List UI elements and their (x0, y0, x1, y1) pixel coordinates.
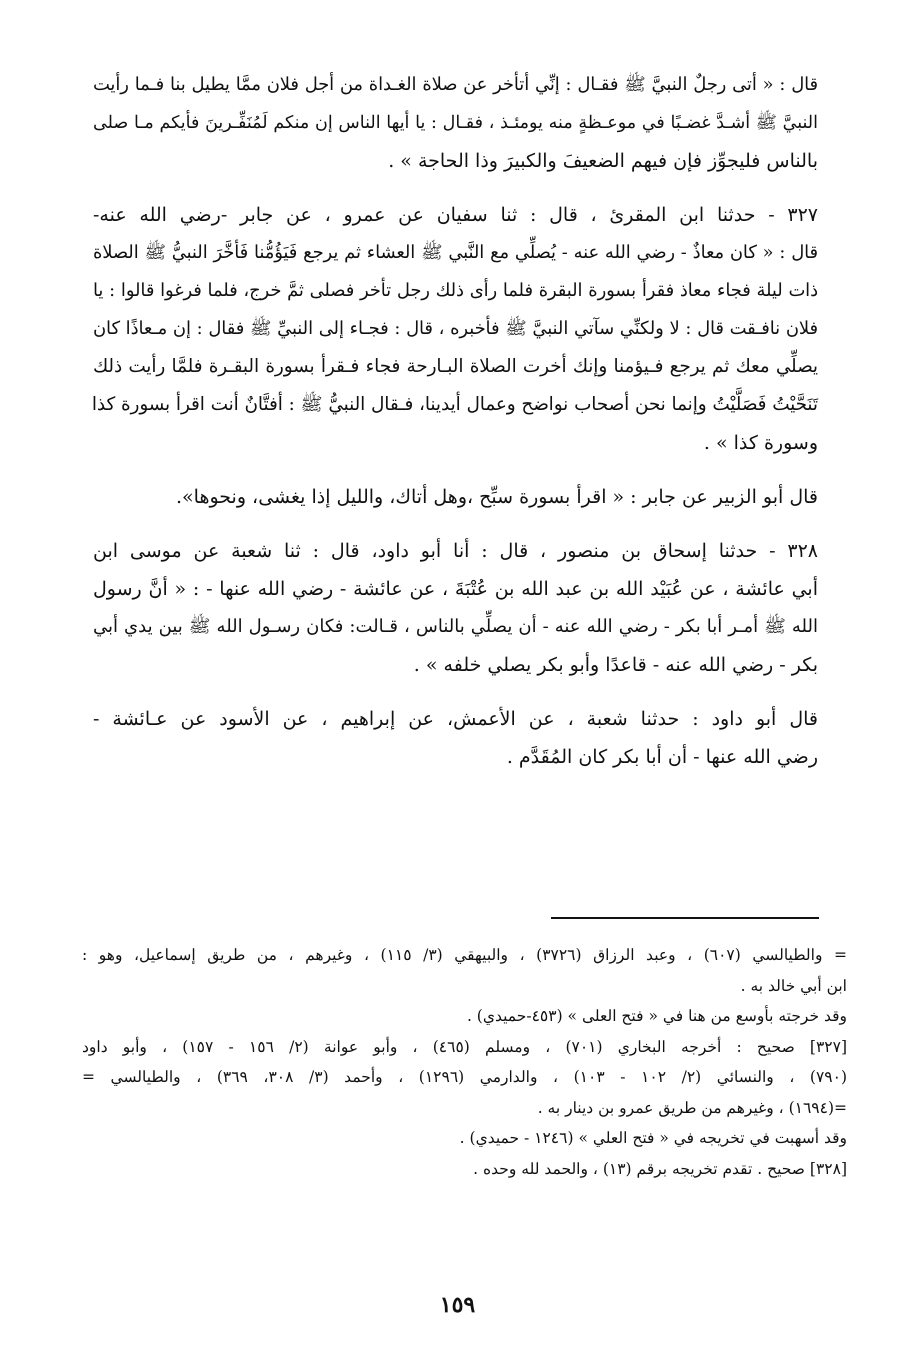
text-paragraph (93, 532, 818, 684)
footnotes (82, 940, 847, 1184)
footnote-separator (551, 917, 819, 919)
text-line: الله ﷺ أمـر أبا بكر - رضي الله عنه - أن يصلِّي بالناس ، قـالت: فكان رسـول الله ﷺ بين يدي أبي (93, 616, 818, 637)
text-line: وسورة كذا » . (703, 432, 818, 454)
text-paragraph (93, 700, 818, 776)
footnote-line: [٣٢٨] صحيح . تقدم تخريجه برقم (١٣) ، والحمد لله وحده . (473, 1159, 847, 1178)
text-paragraph (93, 66, 818, 180)
text-line: رضي الله عنها - أن أبا بكر كان المُقَدَّم . (506, 746, 818, 768)
text-line: النبيَّ ﷺ أشـدَّ غضـبًا في موعـظةٍ منه يومئـذ ، فقـال : يا أيها الناس إن منكم لَمُنَفِّـرينَ فأيكم مـا صلى (93, 113, 818, 133)
text-line: فلان نافـقت قال : لا ولكنِّي سآتي النبيَّ ﷺ فأخبره ، قال : فجـاء إلى النبيِّ ﷺ فقال : إن مـعاذًا كان (93, 319, 818, 339)
footnote-line: وقد أسهبت في تخريجه في « فتح العلي » (١٢٤٦ - حميدي) . (459, 1129, 847, 1147)
footnote-line: (٧٩٠) ، والنسائي (٢/ ١٠٢ - ١٠٣) ، والدارمي (١٢٩٦) ، وأحمد (٣/ ٣٠٨، ٣٦٩) ، والطيالسي = (82, 1068, 848, 1086)
text-line: قال : « أتى رجلٌ النبيَّ ﷺ فقـال : إنِّي أتأخر عن صلاة الغـداة من أجل فلان ممَّا يطيل بنا فـما رأيت (93, 75, 818, 95)
footnote-line: =(١٦٩٤) ، وغيرهم من طريق عمرو بن دينار به . (537, 1098, 847, 1117)
footnote-line: [٣٢٧] صحيح : أخرجه البخاري (٧٠١) ، ومسلم (٤٦٥) ، وأبو عوانة (٢/ ١٥٦ - ١٥٧) ، وأبو داود (82, 1037, 848, 1056)
text-paragraph (93, 478, 818, 516)
footnote-line: = والطيالسي (٦٠٧) ، وعبد الرزاق (٣٧٢٦) ، والبيهقي (٣/ ١١٥) ، وغيرهم ، من طريق إسماعيل، وهو : (82, 946, 847, 964)
page-number: ١٥٩ (439, 1292, 476, 1318)
text-line: ٣٢٧ - حدثنا ابن المقرئ ، قال : ثنا سفيان عن عمرو ، عن جابر -رضي الله عنه- (93, 204, 818, 226)
text-line: ذات ليلة فجاء معاذ فقرأ بسورة البقرة فلما رأى ذلك رجل تأخر فصلى ثمَّ خرج، فلما فرغوا قالوا : يا (93, 281, 818, 301)
text-line: أبي عائشة ، عن عُبَيْد الله بن عبد الله بن عُتْبَةَ ، عن عائشة - رضي الله عنها - : « أنَّ رسول (93, 578, 818, 600)
footnote-line: ابن أبي خالد به . (740, 976, 847, 995)
text-line: قال أبو الزبير عن جابر : « اقرأ بسورة سبِّح ،وهل أتاك، والليل إذا يغشى، ونحوها». (176, 486, 818, 508)
text-paragraph (93, 196, 818, 462)
text-line: ٣٢٨ - حدثنا إسحاق بن منصور ، قال : أنا أبو داود، قال : ثنا شعبة عن موسى ابن (93, 540, 818, 562)
text-line: يصلِّي معك ثم يرجع فـيؤمنا وإنك أخرت الصلاة البـارحة فجاء فـقرأ بسورة البقـرة فلمَّا رأيت ذلك (93, 356, 818, 377)
text-line: قال أبو داود : حدثنا شعبة ، عن الأعمش، عن إبراهيم ، عن الأسود عن عـائشة - (93, 708, 818, 730)
text-line: قال : « كان معاذٌ - رضي الله عنه - يُصلِّي مع النَّبي ﷺ العشاء ثم يرجع فَيَؤُمُّنا فَأخَّرَ النبيُّ ﷺ الصلاة (93, 243, 818, 263)
main-text (93, 66, 818, 792)
text-line: بكر - رضي الله عنه - قاعدًا وأبو بكر يصلي خلفه » . (413, 654, 818, 676)
text-line: بالناس فليجوِّز فإن فيهم الضعيفَ والكبيرَ وذا الحاجة » . (388, 150, 818, 172)
footnote-line: وقد خرجته بأوسع من هنا في « فتح العلى » (٤٥٣-حميدي) . (466, 1007, 847, 1025)
text-line: تَنَحَّيْتُ فَصَلَّيْتُ وإنما نحن أصحاب نواضح وعمال أيدينا، فـقال النبيُّ ﷺ : أفتَّانٌ أنت اقرأ بسورة كذا (91, 394, 818, 415)
